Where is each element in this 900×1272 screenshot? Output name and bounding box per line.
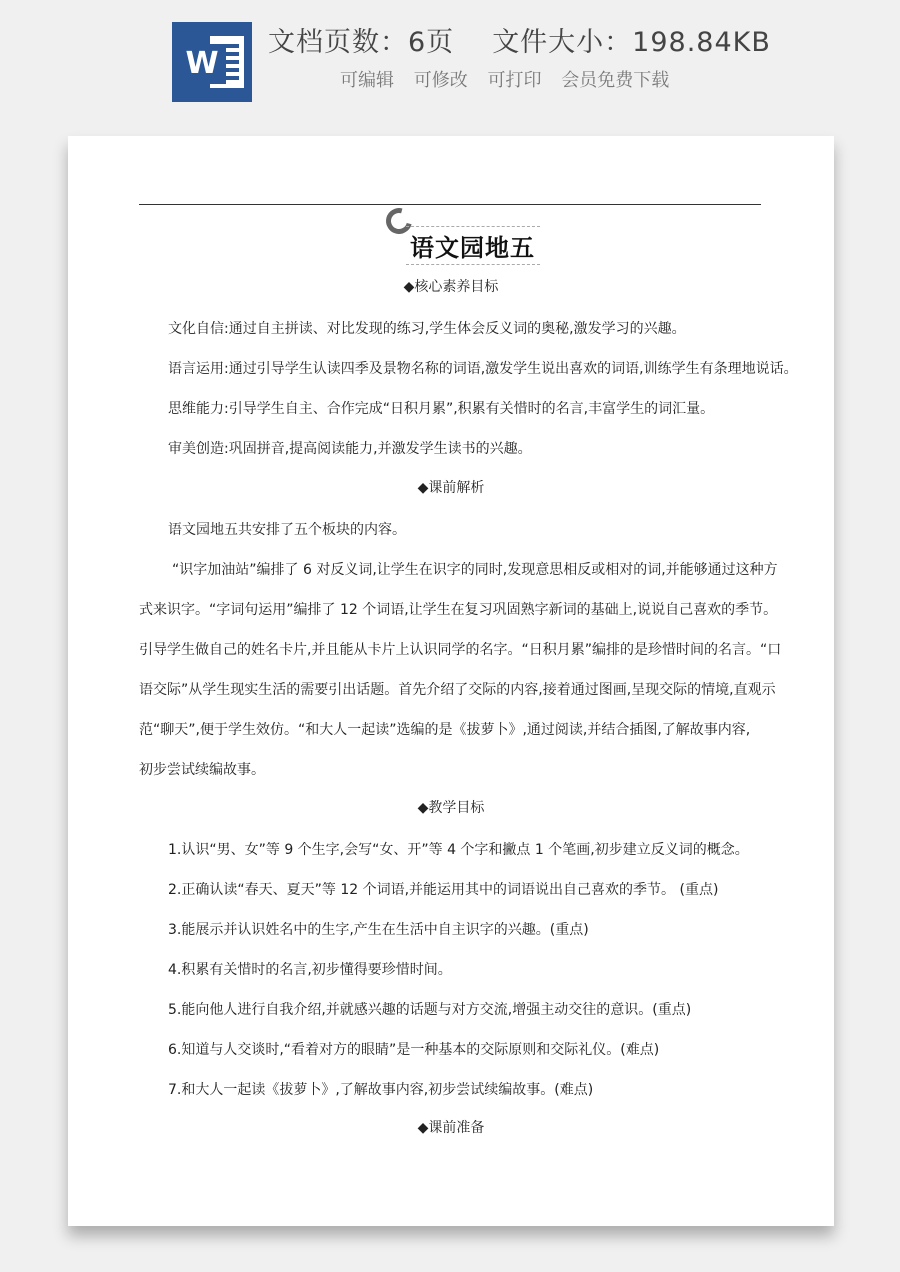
- analysis-line: 初步尝试续编故事。: [139, 762, 265, 778]
- analysis-line: 引导学生做自己的姓名卡片,并且能从卡片上认识同学的名字。“日积月累”编排的是珍惜时间的名言。“口: [139, 642, 782, 658]
- file-info: [268, 20, 771, 59]
- analysis-line: “识字加油站”编排了 6 对反义词,让学生在识字的同时,发现意思相反或相对的词,并能够通过这种方: [172, 562, 778, 578]
- feature-printable: 可打印: [487, 70, 542, 91]
- core-item: 思维能力:引导学生自主、合作完成“日积月累”,积累有关惜时的名言,丰富学生的词汇量。: [168, 401, 715, 417]
- document-title: 语文园地五: [410, 234, 535, 262]
- goal-item: 7.和大人一起读《拔萝卜》,了解故事内容,初步尝试续编故事。(难点): [168, 1082, 594, 1098]
- word-icon-letter: W: [178, 44, 226, 84]
- feature-list: [340, 66, 677, 92]
- title-dash-bottom: [406, 264, 540, 265]
- section-heading-core: ◆核心素养目标: [403, 279, 499, 295]
- analysis-line: 语交际”从学生现实生活的需要引出话题。首先介绍了交际的内容,接着通过图画,呈现交际的情境,直观示: [139, 682, 776, 698]
- section-heading-analysis: ◆课前解析: [417, 480, 485, 496]
- download-banner: [0, 0, 900, 130]
- word-document-icon: [172, 22, 252, 102]
- title-block: [384, 208, 544, 268]
- section-heading-goals: ◆教学目标: [417, 800, 485, 816]
- analysis-line: 式来识字。“字词句运用”编排了 12 个词语,让学生在复习巩固熟字新词的基础上,说说自己喜欢的季节。: [139, 602, 778, 618]
- goal-item: 4.积累有关惜时的名言,初步懂得要珍惜时间。: [168, 962, 452, 978]
- page-count: 文档页数：6页: [268, 27, 455, 58]
- analysis-line: 范“聊天”,便于学生效仿。“和大人一起读”选编的是《拔萝卜》,通过阅读,并结合插图,了解故事内容,: [139, 722, 751, 738]
- header-rule: [139, 204, 761, 205]
- document-page: [68, 136, 834, 1226]
- goal-item: 6.知道与人交谈时,“看着对方的眼睛”是一种基本的交际原则和交际礼仪。(难点): [168, 1042, 660, 1058]
- section-heading-prep: ◆课前准备: [417, 1120, 485, 1136]
- feature-editable: 可编辑: [340, 70, 394, 91]
- core-item: 审美创造:巩固拼音,提高阅读能力,并激发学生读书的兴趣。: [168, 441, 532, 457]
- goal-item: 5.能向他人进行自我介绍,并就感兴趣的话题与对方交流,增强主动交往的意识。(重点): [168, 1002, 692, 1018]
- feature-member-download: 会员免费下载: [561, 70, 670, 91]
- feature-modifiable: 可修改: [413, 70, 468, 91]
- goal-item: 1.认识“男、女”等 9 个生字,会写“女、开”等 4 个字和撇点 1 个笔画,初步建立反义词的概念。: [168, 842, 749, 858]
- analysis-intro: 语文园地五共安排了五个板块的内容。: [168, 522, 406, 538]
- core-item: 文化自信:通过自主拼读、对比发现的练习,学生体会反义词的奥秘,激发学习的兴趣。: [168, 321, 686, 337]
- title-dash-top: [406, 226, 540, 227]
- goal-item: 3.能展示并认识姓名中的生字,产生在生活中自主识字的兴趣。(重点): [168, 922, 589, 938]
- file-size: 文件大小：198.84KB: [492, 27, 771, 58]
- core-item: 语言运用:通过引导学生认读四季及景物名称的词语,激发学生说出喜欢的词语,训练学生有条理地说话。: [168, 361, 798, 377]
- goal-item: 2.正确认读“春天、夏天”等 12 个词语,并能运用其中的词语说出自己喜欢的季节。 (重点): [168, 882, 719, 898]
